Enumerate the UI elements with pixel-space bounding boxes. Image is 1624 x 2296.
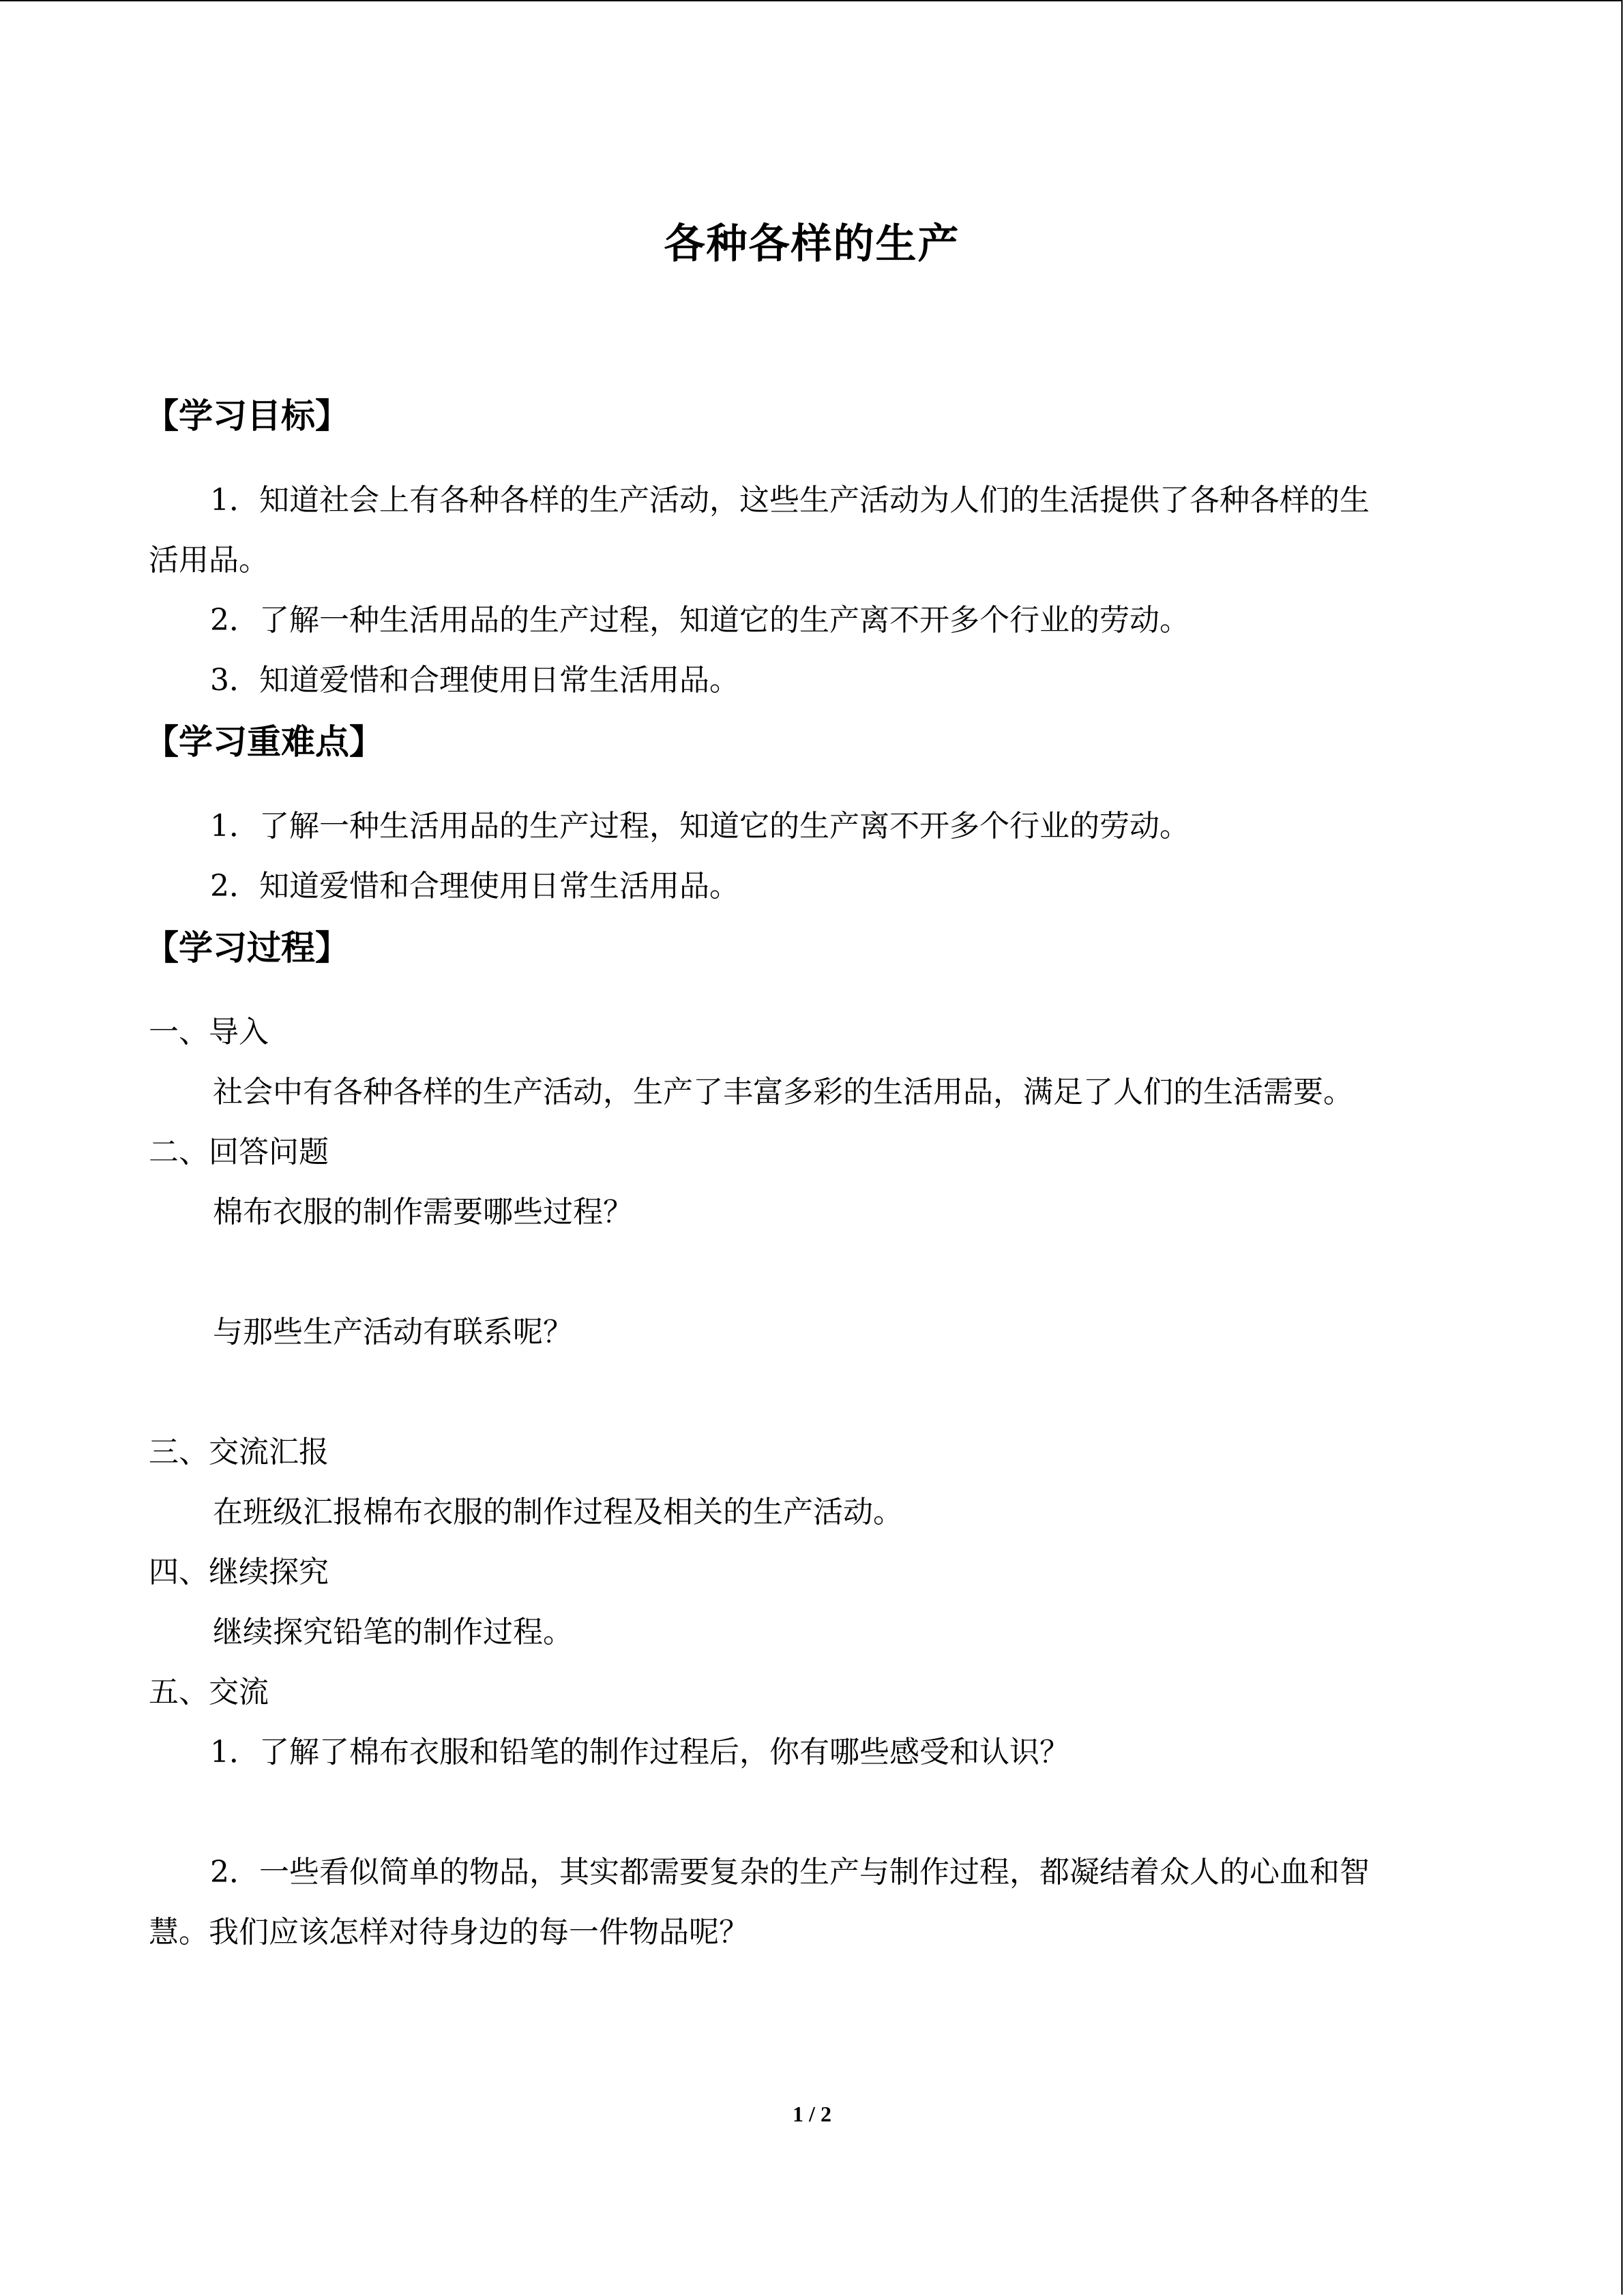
goal-item-1-cont: 活用品。 [149,543,269,578]
section-1-body: 社会中有各种各样的生产活动，生产了丰富多彩的生活用品，满足了人们的生活需要。 [213,1075,1353,1109]
section-2-question-2: 与那些生产活动有联系呢？ [213,1315,573,1350]
key-point-2: 2．知道爱惜和合理使用日常生活用品。 [210,869,739,904]
section-3-title: 三、交流汇报 [149,1435,329,1470]
goal-item-2: 2．了解一种生活用品的生产过程，知道它的生产离不开多个行业的劳动。 [210,603,1190,638]
goal-item-3: 3．知道爱惜和合理使用日常生活用品。 [210,663,739,698]
section-2-title: 二、回答问题 [149,1135,329,1169]
goal-item-1: 1．知道社会上有各种各样的生产活动，这些生产活动为人们的生活提供了各种各样的生 [210,483,1370,518]
goals-heading: 【学习目标】 [145,396,349,436]
section-5-question-2-cont: 慧。我们应该怎样对待身边的每一件物品呢？ [149,1915,749,1950]
page-title: 各种各样的生产 [664,220,960,268]
page-number: 1 / 2 [793,2102,831,2126]
process-heading: 【学习过程】 [145,928,349,968]
section-5-title: 五、交流 [149,1675,269,1710]
section-4-title: 四、继续探究 [149,1555,329,1590]
section-2-question-1: 棉布衣服的制作需要哪些过程？ [213,1195,633,1229]
key-points-heading: 【学习重难点】 [145,722,383,762]
section-3-body: 在班级汇报棉布衣服的制作过程及相关的生产活动。 [213,1495,903,1530]
section-5-question-2: 2．一些看似简单的物品，其实都需要复杂的生产与制作过程，都凝结着众人的心血和智 [210,1855,1370,1890]
section-4-body: 继续探究铅笔的制作过程。 [213,1615,573,1650]
key-point-1: 1．了解一种生活用品的生产过程，知道它的生产离不开多个行业的劳动。 [210,809,1190,844]
section-1-title: 一、导入 [149,1015,269,1049]
section-5-question-1: 1．了解了棉布衣服和铅笔的制作过程后，你有哪些感受和认识？ [210,1735,1069,1770]
